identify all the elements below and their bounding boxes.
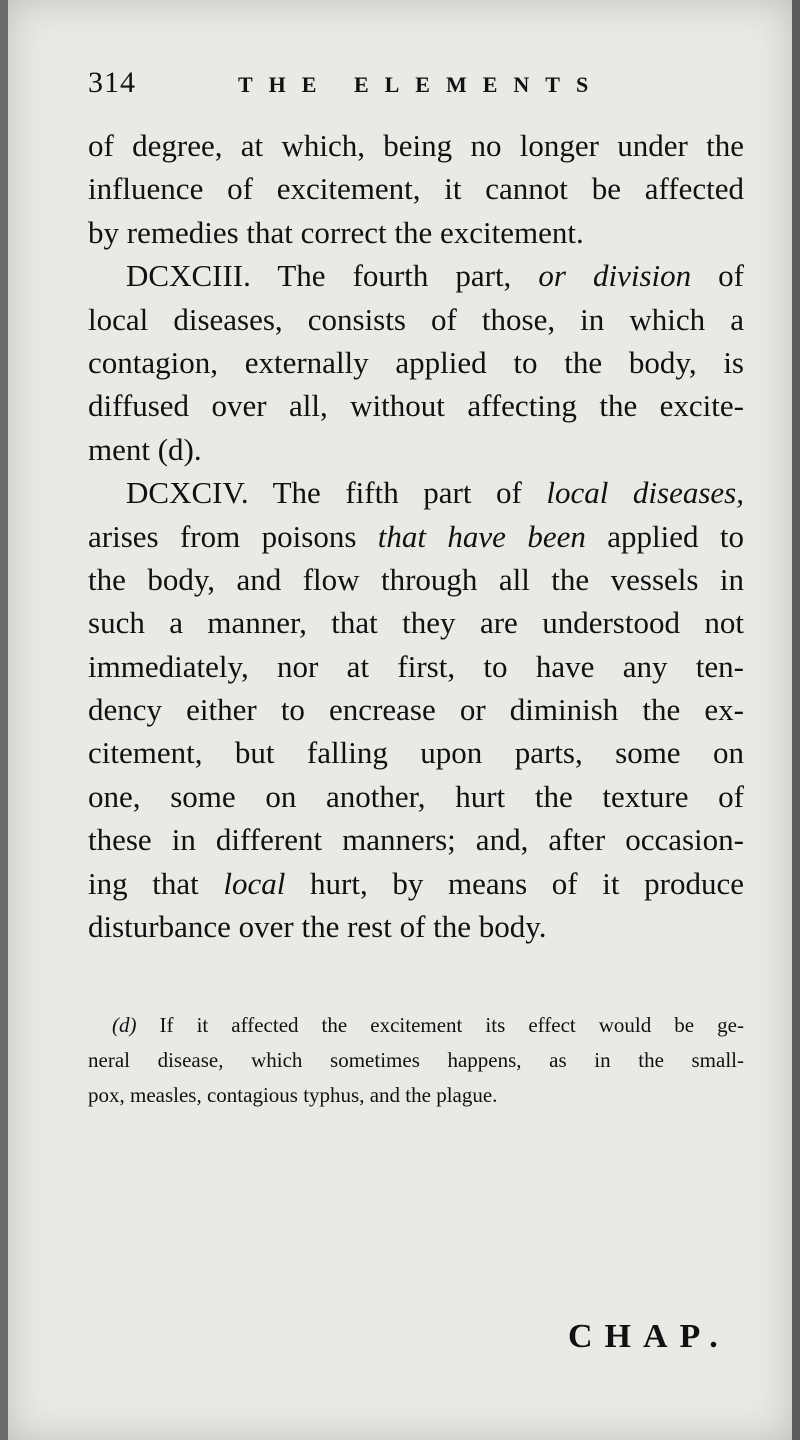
running-head: THE ELEMENTS (238, 72, 605, 97)
page-right-edge (792, 0, 800, 1440)
text-line: such a manner, that they are understood not (88, 605, 744, 641)
text-run: of (691, 258, 745, 294)
text-line: diffused over all, without affecting the excite- (88, 388, 744, 424)
catchword: CHAP. (568, 1318, 730, 1355)
text-line: ment (d). (88, 431, 202, 467)
page-header (88, 66, 738, 106)
footnote-line: neral disease, which sometimes happens, as in the small- (88, 1048, 744, 1072)
text-run: DCXCIV. The fifth part of (126, 475, 547, 511)
text-line: influence of excitement, it cannot be affected (88, 171, 744, 207)
text-run: DCXCIII. The fourth part, (126, 258, 539, 294)
text-line: dency either to encrease or diminish the ex- (88, 692, 744, 728)
text-line: these in different manners; and, after occasion- (88, 822, 744, 858)
text-run: If it affected the excitement its effect would be ge- (136, 1013, 744, 1037)
text-run: ing that (88, 865, 224, 901)
book-page (8, 0, 792, 1440)
paragraph-dcxciii-start (88, 254, 744, 297)
main-text (88, 124, 744, 948)
text-run: arises from poisons (88, 518, 378, 554)
page-number: 314 (88, 66, 136, 99)
italic-run: that have been (377, 518, 586, 554)
text-run: applied to (585, 518, 744, 554)
text-line: immediately, nor at first, to have any ten- (88, 648, 744, 684)
text-line: local diseases, consists of those, in which a (88, 301, 744, 337)
text-line (88, 515, 744, 558)
paragraph-dcxciv-start (88, 471, 744, 514)
footnote (88, 1008, 744, 1113)
italic-run: local (223, 865, 286, 901)
text-line: by remedies that correct the excitement. (88, 214, 584, 250)
text-line: disturbance over the rest of the body. (88, 909, 547, 945)
text-line: of degree, at which, being no longer under the (88, 128, 744, 163)
text-line (88, 862, 744, 905)
italic-run: or division (538, 258, 692, 294)
footnote-line (88, 1008, 744, 1043)
italic-run: local diseases, (546, 475, 745, 511)
footnote-marker: (d) (112, 1013, 137, 1037)
text-line: citement, but falling upon parts, some on (88, 735, 744, 771)
text-run: hurt, by means of it produce (285, 865, 744, 901)
text-line: the body, and flow through all the vessels in (88, 561, 744, 597)
footnote-line: pox, measles, contagious typhus, and the plague. (88, 1083, 498, 1107)
page-left-edge (0, 0, 8, 1440)
text-line: one, some on another, hurt the texture of (88, 778, 744, 814)
text-line: contagion, externally applied to the body, is (88, 344, 744, 380)
